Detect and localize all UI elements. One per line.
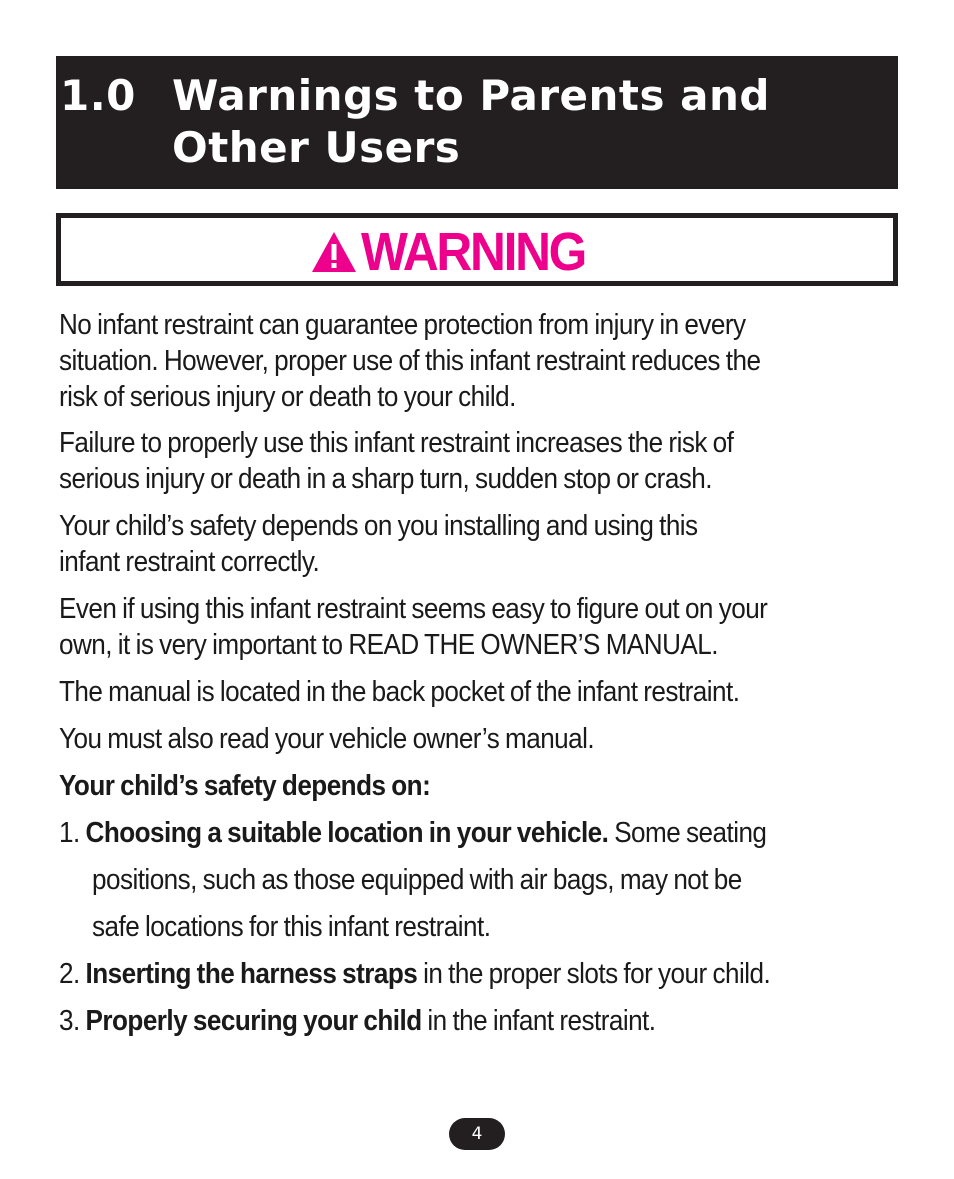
list-item-1-continuation xyxy=(92,857,742,951)
list-number: 1. xyxy=(59,817,80,849)
paragraph-5 xyxy=(59,674,806,710)
list-continuation-line: safe locations for this infant restraint. xyxy=(92,911,491,943)
paragraph-line: You must also read your vehicle owner’s manual. xyxy=(59,723,595,755)
list-item-text: in the infant restraint. xyxy=(421,1005,656,1037)
warning-text: WARNING xyxy=(361,222,586,282)
paragraph-line: situation. However, proper use of this infant restraint reduces the xyxy=(59,345,761,377)
paragraph-6 xyxy=(59,721,806,757)
paragraph-line: Failure to properly use this infant restraint increases the risk of xyxy=(59,427,734,459)
list-item-text: Some seating xyxy=(608,817,767,849)
list-item-bold: Properly securing your child xyxy=(85,1005,422,1037)
paragraph-4 xyxy=(59,591,806,663)
list-item-bold: Inserting the harness straps xyxy=(85,958,418,990)
section-number: 1.0 xyxy=(60,71,136,120)
list-number: 2. xyxy=(59,958,80,990)
list-item-text: in the proper slots for your child. xyxy=(417,958,771,990)
paragraph-line: serious injury or death in a sharp turn, sudden stop or crash. xyxy=(59,463,713,495)
page-number: 4 xyxy=(449,1118,505,1150)
list-number: 3. xyxy=(59,1005,80,1037)
section-title-line-1: Warnings to Parents and xyxy=(172,71,770,120)
list-continuation-line: positions, such as those equipped with air bags, may not be xyxy=(92,864,742,896)
list-item-1 xyxy=(59,810,766,857)
paragraph-line: Even if using this infant restraint seems easy to figure out on your xyxy=(59,593,768,625)
paragraph-line: risk of serious injury or death to your child. xyxy=(59,381,516,413)
warning-label xyxy=(311,224,604,280)
warning-box-inner xyxy=(61,218,893,281)
list-item-2 xyxy=(59,951,770,998)
section-title xyxy=(172,70,770,174)
paragraph-line: Your child’s safety depends on you installing and using this xyxy=(59,510,698,542)
warning-box xyxy=(56,213,898,286)
paragraph-line: own, it is very important to READ THE OWNER’S MANUAL. xyxy=(59,629,718,661)
paragraph-2 xyxy=(59,425,806,497)
safety-heading: Your child’s safety depends on: xyxy=(59,770,431,802)
warning-triangle-icon xyxy=(311,230,357,274)
paragraph-1 xyxy=(59,307,806,415)
list-item-3 xyxy=(59,998,655,1045)
paragraph-line: infant restraint correctly. xyxy=(59,546,320,578)
section-title-line-2: Other Users xyxy=(172,123,461,172)
paragraph-line: The manual is located in the back pocket of the infant restraint. xyxy=(59,676,740,708)
list-item-bold: Choosing a suitable location in your vehicle. xyxy=(85,817,609,849)
section-header xyxy=(56,56,898,189)
paragraph-line: No infant restraint can guarantee protection from injury in every xyxy=(59,309,746,341)
paragraph-3 xyxy=(59,508,806,580)
